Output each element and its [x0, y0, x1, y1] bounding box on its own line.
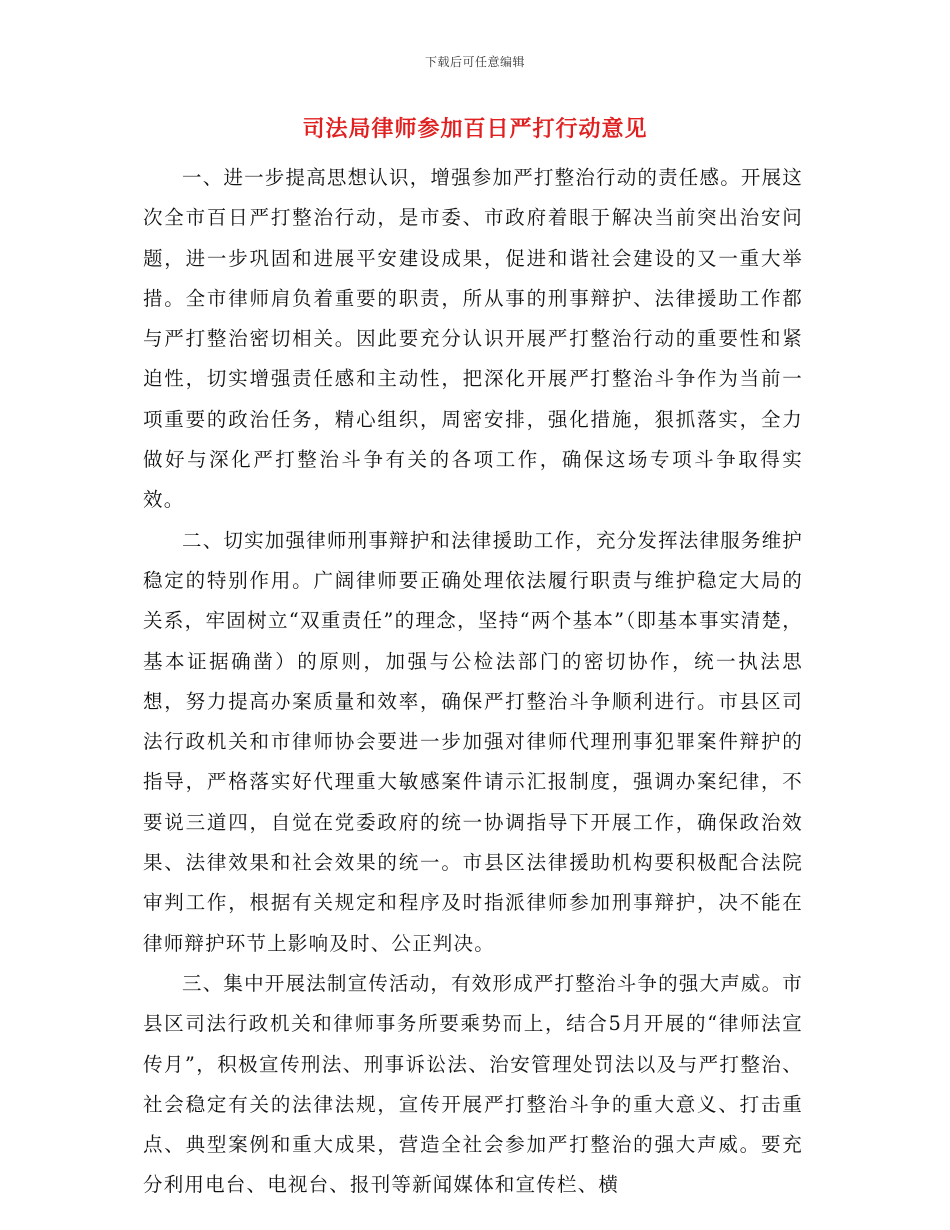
paragraph-3: 三、集中开展法制宣传活动，有效形成严打整治斗争的强大声威。市县区司法行政机关和律师事务所要乘势而上，结合5月开展的“律师法宣传月”，积极宣传刑法、刑事诉讼法、治安管理处罚法以及与严打整治、社会稳定有关的法律法规，宣传开展严打整治斗争的重大意义、打击重点、典型案例和重大成果，营造全社会参加严打整治的强大声威。要充分利用电台、电视台、报刊等新闻媒体和宣传栏、横 [143, 971, 804, 1197]
document-body [143, 158, 803, 1206]
paragraph-2: 二、切实加强律师刑事辩护和法律援助工作，充分发挥法律服务维护稳定的特别作用。广阔律师要正确处理依法履行职责与维护稳定大局的关系，牢固树立“双重责任”的理念，坚持“两个基本”（即基本事实清楚，基本证据确凿）的原则，加强与公检法部门的密切协作，统一执法思想，努力提高办案质量和效率，确保严打整治斗争顺利进行。市县区司法行政机关和市律师协会要进一步加强对律师代理刑事犯罪案件辩护的指导，严格落实好代理重大敏感案件请示汇报制度，强调办案纪律，不要说三道四，自觉在党委政府的统一协调指导下开展工作，确保政治效果、法律效果和社会效果的统一。市县区法律援助机构要积极配合法院审判工作，根据有关规定和程序及时指派律师参加刑事辩护，决不能在律师辩护环节上影响及时、公正判决。 [143, 528, 804, 955]
document-title: 司法局律师参加百日严打行动意见 [302, 117, 648, 142]
paragraph-1: 一、进一步提高思想认识，增强参加严打整治行动的责任感。开展这次全市百日严打整治行动，是市委、市政府着眼于解决当前突出治安问题，进一步巩固和进展平安建设成果，促进和谐社会建设的又一重大举措。全市律师肩负着重要的职责，所从事的刑事辩护、法律援助工作都与严打整治密切相关。因此要充分认识开展严打整治行动的重要性和紧迫性，切实增强责任感和主动性，把深化开展严打整治斗争作为当前一项重要的政治任务，精心组织，周密安排，强化措施，狠抓落实，全力做好与深化严打整治斗争有关的各项工作，确保这场专项斗争取得实效。 [143, 166, 804, 512]
header-note: 下载后可任意编辑 [424, 55, 525, 69]
